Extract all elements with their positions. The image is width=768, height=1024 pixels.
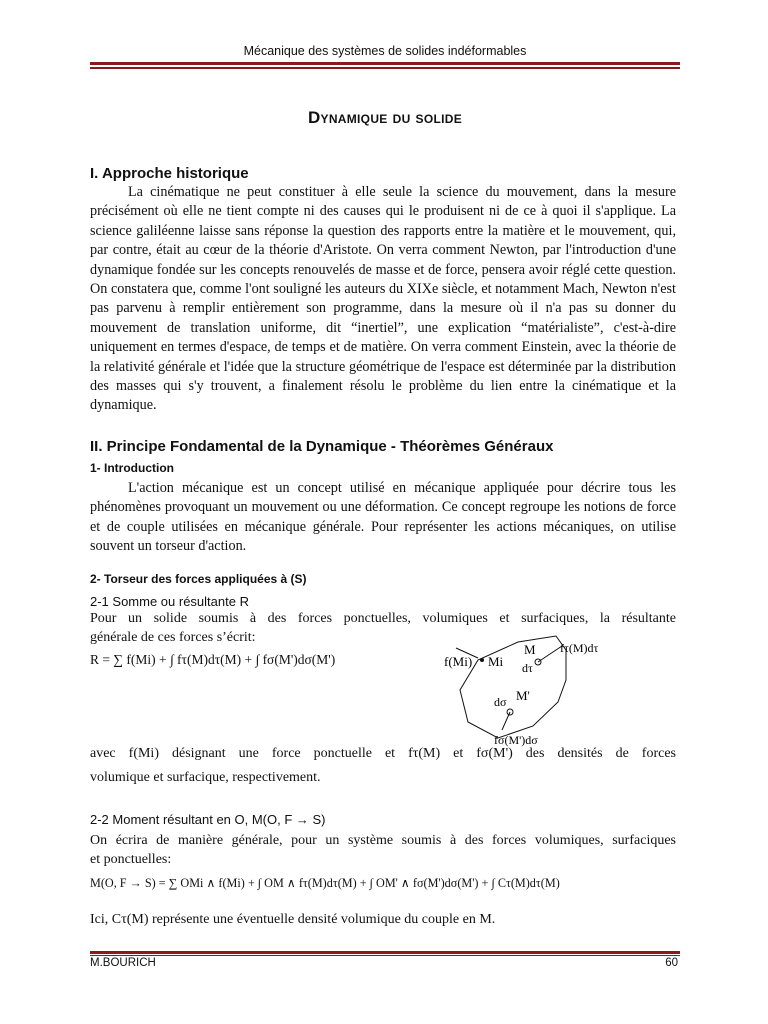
subsubsection-heading-moment: 2-2 Moment résultant en O, M(O, F → S) bbox=[90, 812, 326, 827]
label-fsigma: fσ(M')dσ bbox=[494, 733, 538, 747]
force-arrow-ftau bbox=[538, 646, 562, 662]
footer-author: M.BOURICH bbox=[90, 957, 156, 969]
label-fMi: f(Mi) bbox=[444, 654, 473, 669]
running-header: Mécanique des systèmes de solides indéformables bbox=[243, 44, 527, 58]
solid-diagram bbox=[438, 630, 688, 750]
paragraph-historique bbox=[90, 183, 676, 416]
paragraph-introduction bbox=[90, 479, 676, 557]
label-Mprime: M' bbox=[516, 688, 530, 703]
label-dtau: dτ bbox=[522, 661, 533, 675]
subsubsection-heading-resultante: 2-1 Somme ou résultante R bbox=[90, 594, 249, 609]
resultante-text-line1: Pour un solide soumis à des forces ponctuelles, volumiques et surfaciques, la résultante bbox=[90, 611, 676, 626]
header-rule-thin bbox=[90, 67, 680, 69]
equation-moment: M(O, F → S) = ∑ OMi ∧ f(Mi) + ∫ OM ∧ fτ(M)dτ(M) + ∫ OM' ∧ fσ(M')dσ(M') + ∫ Cτ(M)dτ(M) bbox=[90, 876, 560, 890]
resultante-after-line1: avec f(Mi) désignant une force ponctuelle et fτ(M) et fσ(M') des densités de forces bbox=[90, 746, 676, 761]
paragraph-historique-text: La cinématique ne peut constituer à elle seule la science du mouvement, dans la mesure précisément où elle ne tient compte ni des causes qui le produisent ni de ce à quoi il s'applique. La science galiléenne laisse sans réponse la question des rapports entre la matière et le mouvement, qui, par contre, était au cœur de la théorie d'Aristote. On verra comment Newton, par l'introduction d'une dynamique fondée sur les concepts renouvelés de masse et de force, pensera avoir réglé cette question. On constatera que, comme l'ont souligné les auteurs du XIXe siècle, et notamment Mach, Newton n'est pas parvenu à remplir entièrement son programme, dans la mesure où il n'a pas su donner du mouvement de translation uniforme, dit “inertiel”, une explication “matérialiste”, c'est-à-dire uniquement en termes d'espace, de temps et de matière. On verra comment Einstein, avec la théorie de la relativité générale et l'idée que la structure géométrique de l'espace est déterminée par la distribution des masses qui s'y trouvent, a finalement résolu le problème du lien entre la cinématique et la dynamique. bbox=[90, 184, 676, 414]
label-M: M bbox=[524, 642, 536, 657]
footer-rule-thin bbox=[90, 955, 680, 956]
point-Mi bbox=[480, 658, 484, 662]
moment-text-line2: et ponctuelles: bbox=[90, 852, 172, 867]
section-heading-historique: I. Approche historique bbox=[90, 165, 249, 182]
subsection-heading-introduction: 1- Introduction bbox=[90, 461, 174, 475]
label-Mi: Mi bbox=[488, 654, 504, 669]
paragraph-introduction-text: L'action mécanique est un concept utilisé en mécanique appliquée pour décrire tous les phénomènes provoquant un mouvement ou une déformation. Ce concept regroupe les notions de force et de couple utilisées en mécanique générale. Pour représenter les actions mécaniques, on utilise souvent un torseur d'action. bbox=[90, 480, 676, 555]
section-heading-pfd: II. Principe Fondamental de la Dynamique - Théorèmes Généraux bbox=[90, 438, 554, 455]
page-title: Dynamique du solide bbox=[307, 108, 463, 127]
label-dsigma: dσ bbox=[494, 695, 507, 709]
moment-after-text: Ici, Cτ(M) représente une éventuelle densité volumique du couple en M. bbox=[90, 912, 496, 927]
header-rule-thick bbox=[90, 62, 680, 65]
footer-rule-thick bbox=[90, 951, 680, 954]
solid-outline bbox=[460, 636, 566, 738]
label-ftau: fτ(M)dτ bbox=[560, 641, 599, 655]
moment-text-line1: On écrira de manière générale, pour un système soumis à des forces volumiques, surfaciques bbox=[90, 833, 676, 848]
footer-page-number: 60 bbox=[665, 957, 678, 969]
resultante-after-line2: volumique et surfacique, respectivement. bbox=[90, 770, 321, 785]
force-arrow-fsigma bbox=[502, 712, 510, 730]
resultante-text-line2: générale de ces forces s’écrit: bbox=[90, 630, 256, 645]
subsection-heading-torseur: 2- Torseur des forces appliquées à (S) bbox=[90, 572, 307, 586]
equation-resultante: R = ∑ f(Mi) + ∫ fτ(M)dτ(M) + ∫ fσ(M')dσ(M') bbox=[90, 652, 336, 667]
